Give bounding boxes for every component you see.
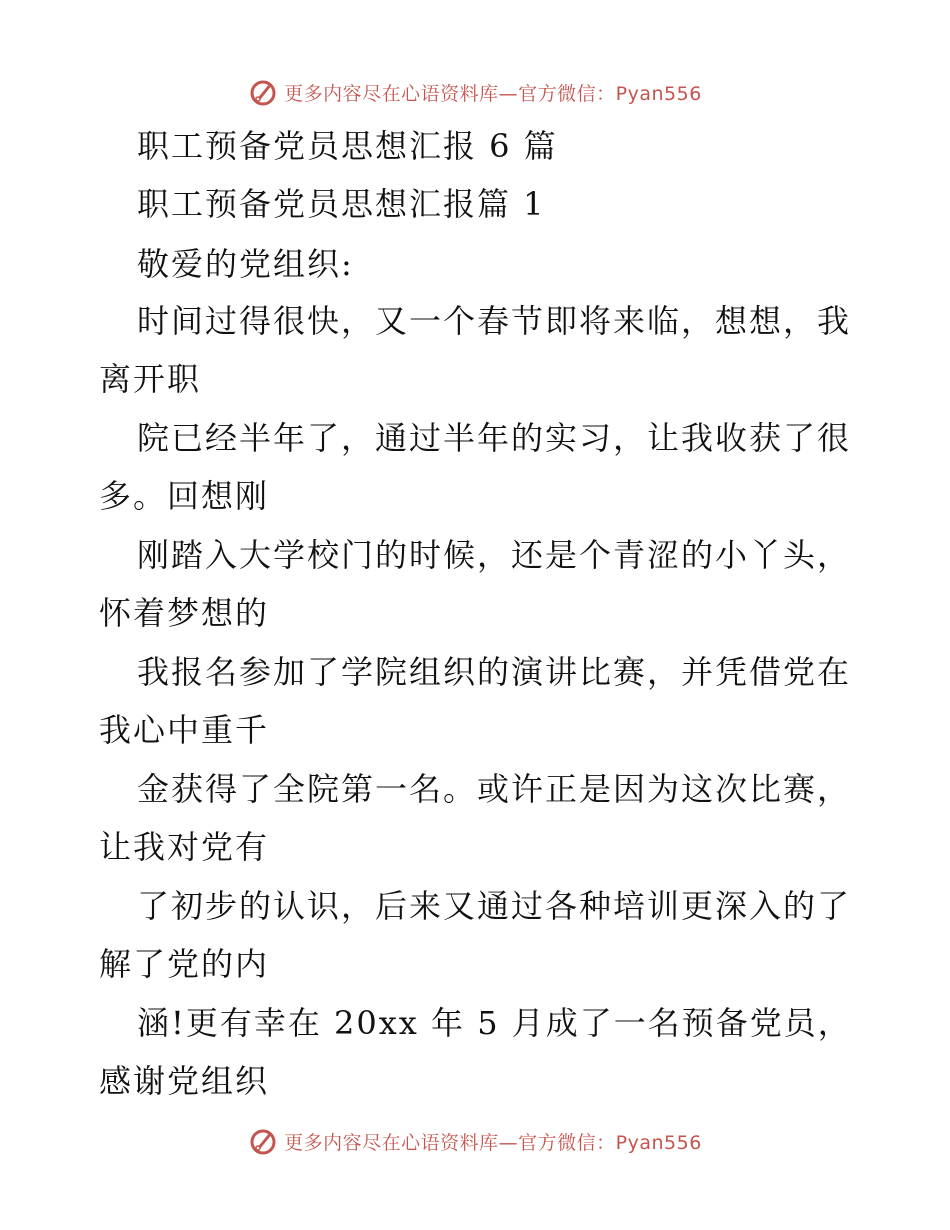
paragraph-line: 我心中重千 bbox=[99, 711, 270, 749]
paragraph-line: 涵!更有幸在 20xx 年 5 月成了一名预备党员， bbox=[137, 1004, 852, 1042]
banner-text: 更多内容尽在心语资料库—官方微信：Pyan556 bbox=[284, 1131, 702, 1154]
paragraph-line: 感谢党组织 bbox=[99, 1062, 270, 1100]
paragraph-line: 刚踏入大学校门的时候，还是个青涩的小丫头， bbox=[137, 536, 852, 574]
document-title: 职工预备党员思想汇报 6 篇 bbox=[137, 127, 558, 165]
quill-pen-logo-icon bbox=[248, 77, 278, 107]
paragraph-line: 离开职 bbox=[99, 360, 202, 398]
paragraph-line: 我报名参加了学院组织的演讲比赛，并凭借党在 bbox=[137, 653, 852, 691]
paragraph-line: 多。回想刚 bbox=[99, 477, 270, 515]
paragraph-line: 怀着梦想的 bbox=[99, 594, 270, 632]
footer-banner bbox=[0, 1119, 950, 1163]
paragraph-line: 院已经半年了，通过半年的实习，让我收获了很 bbox=[137, 419, 852, 457]
paragraph-line: 解了党的内 bbox=[99, 945, 270, 983]
quill-pen-logo-icon bbox=[248, 1126, 278, 1156]
paragraph-line: 让我对党有 bbox=[99, 828, 270, 866]
paragraph-line: 了初步的认识，后来又通过各种培训更深入的了 bbox=[137, 887, 852, 925]
section-heading: 职工预备党员思想汇报篇 1 bbox=[137, 185, 546, 223]
paragraph-line: 金获得了全院第一名。或许正是因为这次比赛， bbox=[137, 770, 852, 808]
paragraph-line: 时间过得很快，又一个春节即将来临，想想，我 bbox=[137, 302, 852, 340]
header-banner bbox=[0, 70, 950, 114]
salutation: 敬爱的党组织: bbox=[137, 245, 354, 283]
banner-text: 更多内容尽在心语资料库—官方微信：Pyan556 bbox=[284, 82, 702, 105]
